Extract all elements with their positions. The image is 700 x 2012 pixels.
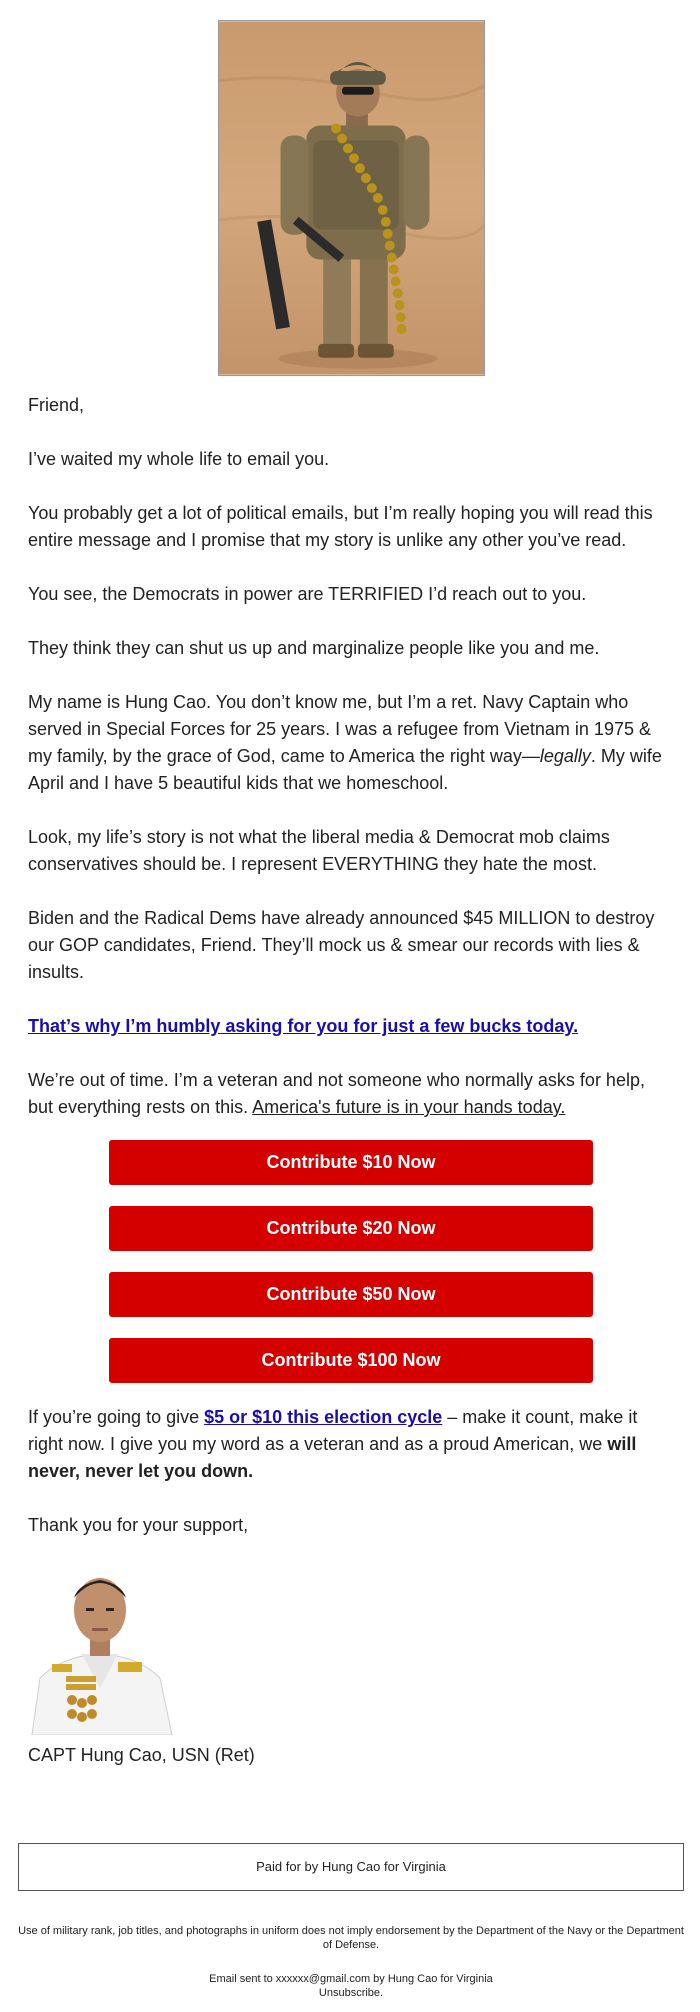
contribute-50-button[interactable]: Contribute $50 Now <box>109 1272 593 1317</box>
never-let-down-bold: will never, never let you down. <box>28 1434 637 1481</box>
paragraph-6: Look, my life’s story is not what the liberal media & Democrat mob claims conservatives should be. I represent EVERYTHING they hate the most. <box>28 827 610 874</box>
emphasis-legally: legally <box>539 746 591 766</box>
paragraph-1: I’ve waited my whole life to email you. <box>28 449 330 469</box>
future-underline: America's future is in your hands today. <box>252 1097 566 1117</box>
ask-link[interactable]: That’s why I’m humbly asking for you for just a few bucks today. <box>28 1016 579 1036</box>
navy-officer-portrait-icon <box>22 1558 179 1735</box>
signature-photo <box>22 1558 179 1735</box>
paid-for-box: Paid for by Hung Cao for Virginia <box>18 1843 684 1891</box>
paragraph-9: If you’re going to give $5 or $10 this election cycle – make it count, make it right now. I give you my word as a veteran and as a proud American, we will never, never let you down. <box>28 1407 638 1481</box>
soldier-desert-photo-icon <box>218 20 485 376</box>
hero-photo <box>218 20 485 376</box>
paragraph-5: My name is Hung Cao. You don’t know me, but I’m a ret. Navy Captain who served in Special Forces for 25 years. I was a refugee from Vietnam in 1975 & my family, by the grace of God, came to America the right way—legally. My wife April and I have 5 beautiful kids that we homeschool. <box>28 692 662 793</box>
paragraph-2: You probably get a lot of political emails, but I’m really hoping you will read this entire message and I promise that my story is unlike any other you’ve read. <box>28 503 653 550</box>
closing: Thank you for your support, <box>28 1515 249 1535</box>
paragraph-8: We’re out of time. I’m a veteran and not someone who normally asks for help, but everything rests on this. America's future is in your hands today. <box>28 1070 645 1117</box>
contribute-10-button[interactable]: Contribute $10 Now <box>109 1140 593 1185</box>
disclaimer: Use of military rank, job titles, and photographs in uniform does not imply endorsement by the Department of the Navy or the Department of Defense. <box>18 1925 684 1951</box>
contribute-20-button[interactable]: Contribute $20 Now <box>109 1206 593 1251</box>
paragraph-4: They think they can shut us up and marginalize people like you and me. <box>28 638 600 658</box>
sent-to: Email sent to xxxxxx@gmail.com by Hung Cao for Virginia <box>209 1973 493 1985</box>
paragraph-7: Biden and the Radical Dems have already announced $45 MILLION to destroy our GOP candidates, Friend. They’ll mock us & smear our records with lies & insults. <box>28 908 655 982</box>
signature-name: CAPT Hung Cao, USN (Ret) <box>28 1745 255 1765</box>
election-cycle-link[interactable]: $5 or $10 this election cycle <box>204 1407 443 1427</box>
unsubscribe-link[interactable]: Unsubscribe. <box>318 1987 384 1999</box>
contribute-100-button[interactable]: Contribute $100 Now <box>109 1338 593 1383</box>
ask-paragraph <box>28 1013 668 1040</box>
greeting: Friend, <box>28 395 85 415</box>
paragraph-3: You see, the Democrats in power are TERRIFIED I’d reach out to you. <box>28 584 587 604</box>
